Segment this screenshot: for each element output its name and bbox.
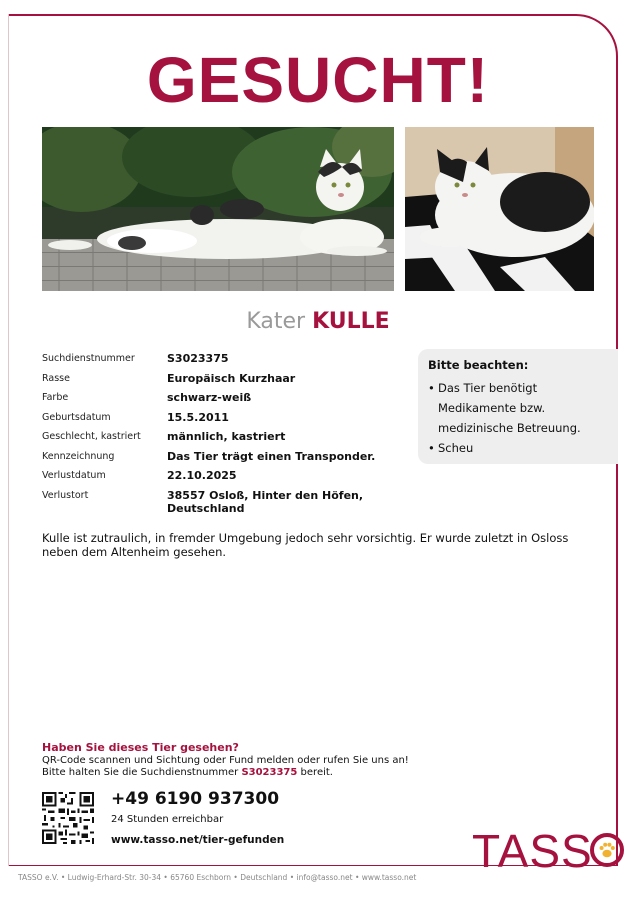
detail-value: Das Tier trägt einen Transponder. bbox=[167, 449, 376, 463]
detail-label: Geschlecht, kastriert bbox=[42, 431, 141, 442]
pet-type: Kater bbox=[246, 309, 306, 334]
report-found-link[interactable]: www.tasso.net/tier-gefunden bbox=[111, 834, 285, 846]
detail-label: Suchdienstnummer bbox=[42, 353, 135, 364]
detail-value: männlich, kastriert bbox=[167, 430, 286, 443]
detail-value: 22.10.2025 bbox=[167, 469, 237, 482]
detail-label: Rasse bbox=[42, 372, 70, 384]
detail-value: S3023375 bbox=[167, 352, 229, 365]
contact-reference-suffix: bereit. bbox=[300, 767, 333, 778]
phone-number[interactable]: +49 6190 937300 bbox=[111, 789, 280, 809]
notice-item: • Scheu bbox=[428, 438, 608, 458]
notice-title: Bitte beachten: bbox=[428, 358, 529, 372]
headline: GESUCHT! bbox=[146, 44, 490, 116]
detail-label: Verlustdatum bbox=[42, 470, 106, 481]
contact-reference-number: S3023375 bbox=[241, 767, 298, 778]
tasso-logo: TASS bbox=[472, 825, 593, 877]
detail-value: 15.5.2011 bbox=[167, 410, 229, 424]
detail-value: Europäisch Kurzhaar bbox=[167, 371, 296, 385]
detail-value: 38557 Osloß, Hinter den Höfen, Deutschland bbox=[167, 488, 364, 515]
detail-row-birthdate bbox=[42, 411, 402, 431]
contact-reference-note bbox=[42, 767, 333, 779]
qr-code[interactable] bbox=[42, 792, 94, 844]
detail-row-sex bbox=[42, 430, 402, 450]
detail-row-color bbox=[42, 391, 402, 411]
paw-icon bbox=[600, 843, 615, 858]
pet-description: Kulle ist zutraulich, in fremder Umgebung jedoch sehr vorsichtig. Er wurde zuletzt in Osloss neben dem Altenheim gesehen. bbox=[42, 531, 569, 559]
detail-row-identification bbox=[42, 450, 402, 470]
contact-title: Haben Sie dieses Tier gesehen? bbox=[42, 741, 239, 754]
cat-photo-indoor bbox=[405, 127, 594, 291]
pet-name-heading bbox=[0, 308, 636, 336]
notice-box bbox=[418, 349, 618, 464]
notice-item: • Das Tier benötigt Medikamente bzw. medizinische Betreuung. bbox=[428, 378, 608, 438]
notice-list bbox=[428, 378, 608, 458]
detail-row-loss-location bbox=[42, 489, 402, 515]
detail-label: Kennzeichnung bbox=[42, 450, 115, 462]
poster-frame-left-edge bbox=[8, 14, 9, 866]
detail-value: schwarz-weiß bbox=[167, 391, 252, 404]
detail-row-search-id bbox=[42, 352, 402, 372]
cat-photo-outdoor bbox=[42, 127, 394, 291]
pet-details-list bbox=[42, 352, 402, 515]
contact-reference-prefix: Bitte halten Sie die Suchdienstnummer bbox=[42, 767, 239, 778]
pet-name: KULLE bbox=[312, 309, 390, 334]
tasso-logo-o-paw-icon bbox=[589, 832, 625, 868]
availability-note: 24 Stunden erreichbar bbox=[111, 814, 224, 825]
detail-row-breed bbox=[42, 372, 402, 392]
detail-label: Farbe bbox=[42, 392, 69, 403]
detail-label: Verlustort bbox=[42, 489, 89, 501]
detail-row-loss-date bbox=[42, 469, 402, 489]
contact-instructions: QR-Code scannen und Sichtung oder Fund melden oder rufen Sie uns an! bbox=[42, 755, 409, 766]
footer-address: TASSO e.V. • Ludwig-Erhard-Str. 30-34 • 65760 Eschborn • Deutschland • info@tasso.net • www.tasso.net bbox=[18, 873, 417, 882]
detail-label: Geburtsdatum bbox=[42, 411, 111, 423]
